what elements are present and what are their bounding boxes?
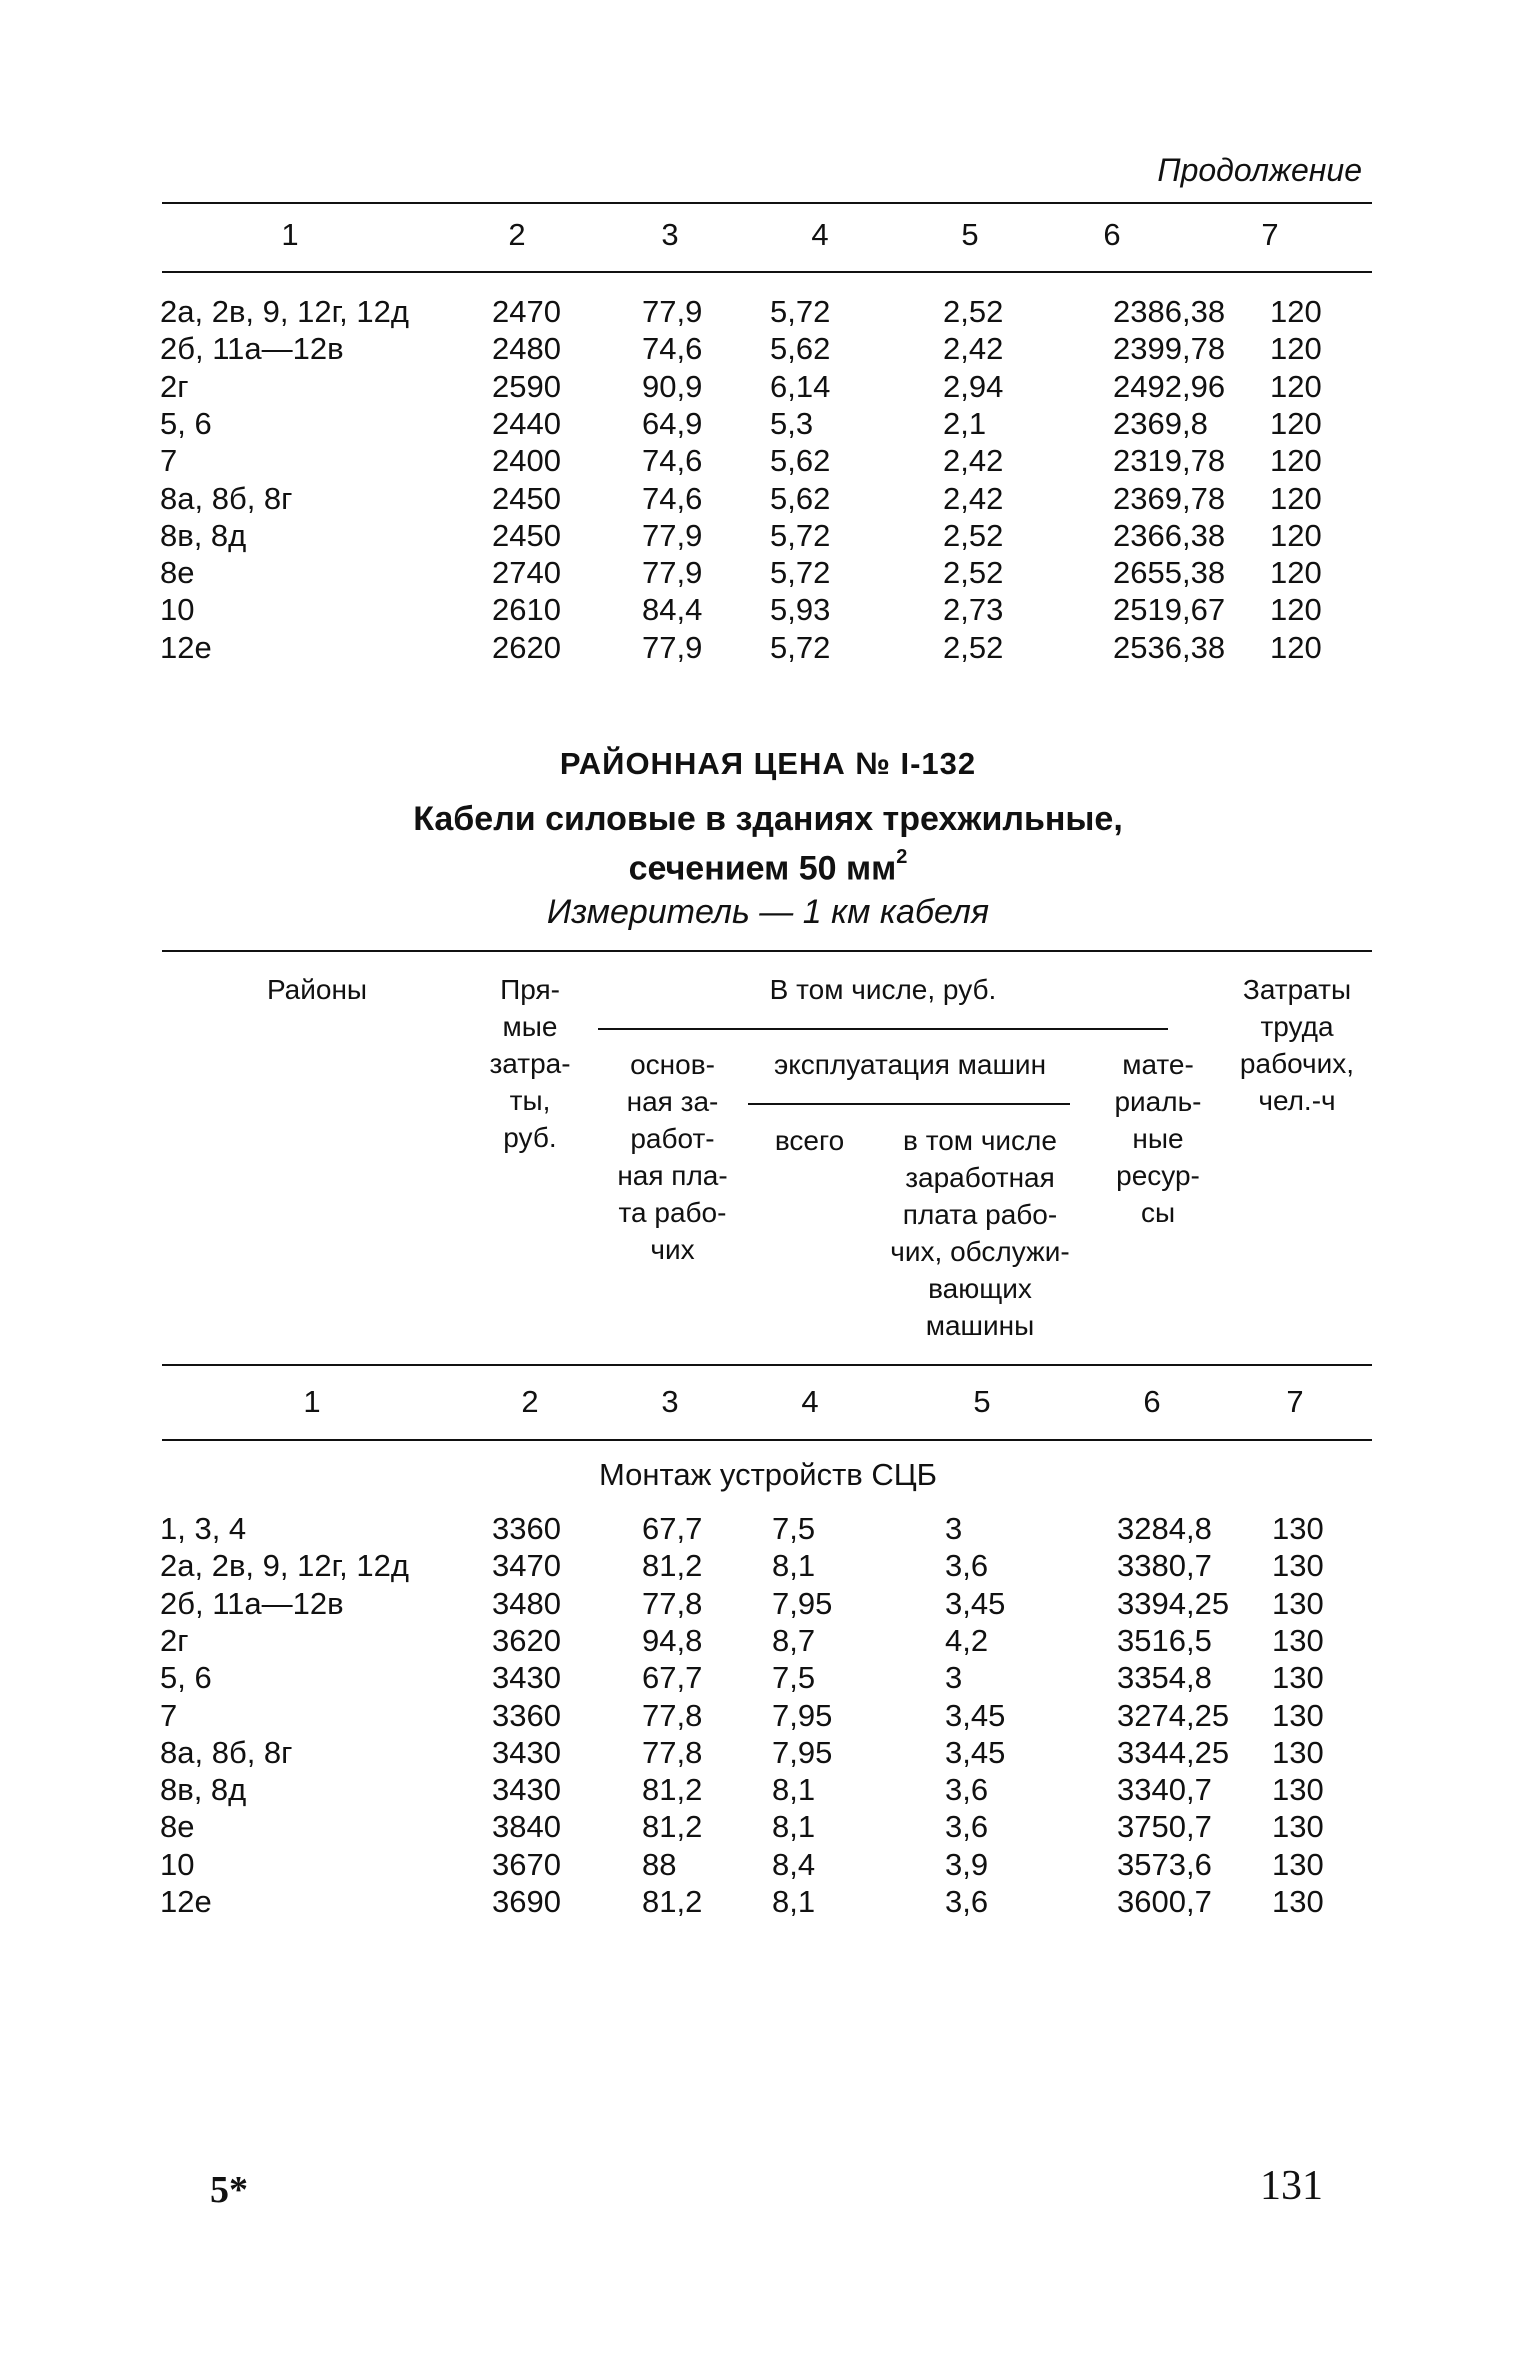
table-row [0, 1735, 1536, 1772]
row-cell: 2440 [492, 405, 561, 441]
row-cell: 7,95 [772, 1697, 833, 1733]
table-2-top-rule [162, 950, 1372, 952]
table-row [0, 518, 1536, 555]
row-cell: 130 [1272, 1697, 1324, 1733]
row-cell: 120 [1270, 517, 1322, 553]
row-region: 1, 3, 4 [160, 1511, 247, 1546]
header-line: чих [650, 1234, 695, 1265]
row-cell: 3,6 [945, 1884, 989, 1919]
row-cell: 3430 [492, 1660, 561, 1696]
col-number: 7 [1261, 217, 1279, 252]
header-line: машины [925, 1310, 1035, 1341]
row-cell: 120 [1270, 555, 1322, 591]
row-cell: 130 [1272, 1809, 1324, 1845]
row-cell: 77,8 [642, 1697, 703, 1733]
header-line: ты, [509, 1085, 551, 1116]
row-cell: 3,6 [945, 1809, 989, 1845]
row-cell: 2366,38 [1113, 517, 1226, 553]
header-including-rule [598, 1028, 1168, 1030]
row-cell: 67,7 [642, 1660, 703, 1696]
row-region: 2г [160, 368, 189, 404]
row-cell: 2,94 [943, 368, 1004, 404]
col-number: 5 [961, 217, 979, 252]
header-line: ная пла- [617, 1160, 728, 1191]
header-line: вающих [928, 1273, 1032, 1304]
row-cell: 81,2 [642, 1884, 703, 1919]
table-row [0, 630, 1536, 667]
row-cell: 2,42 [943, 480, 1004, 516]
row-cell: 2,52 [943, 517, 1004, 553]
row-region: 8е [160, 1809, 195, 1845]
row-cell: 90,9 [642, 368, 703, 404]
row-cell: 130 [1272, 1734, 1324, 1770]
row-cell: 3,6 [945, 1548, 989, 1584]
row-cell: 130 [1272, 1884, 1324, 1919]
col-number: 6 [1103, 217, 1121, 252]
col-number: 2 [521, 1384, 539, 1419]
table-row [0, 443, 1536, 480]
row-cell: 3573,6 [1117, 1846, 1212, 1882]
row-cell: 2450 [492, 480, 561, 516]
row-cell: 2399,78 [1113, 331, 1226, 367]
measurement-unit: Измеритель — 1 км кабеля [546, 893, 990, 931]
table-row [0, 1511, 1536, 1548]
row-cell: 3,6 [945, 1772, 989, 1808]
row-region: 8е [160, 555, 195, 591]
header-line: ные [1132, 1123, 1184, 1154]
row-cell: 8,1 [772, 1809, 816, 1845]
header-line: та рабо- [618, 1197, 727, 1228]
table-row [0, 592, 1536, 629]
row-cell: 130 [1272, 1585, 1324, 1621]
row-cell: 5,72 [770, 629, 831, 665]
row-cell: 2369,78 [1113, 480, 1226, 516]
col-number: 1 [281, 217, 299, 252]
row-cell: 3620 [492, 1622, 561, 1658]
col-number: 6 [1143, 1384, 1161, 1419]
row-cell: 5,62 [770, 443, 831, 479]
row-cell: 2,52 [943, 629, 1004, 665]
row-region: 7 [160, 443, 178, 479]
table-row [0, 1772, 1536, 1809]
row-region: 5, 6 [160, 405, 212, 441]
header-line: Затраты [1242, 974, 1352, 1005]
table-row [0, 406, 1536, 443]
heading-line-2-text: сечением 50 мм [628, 849, 897, 888]
table-row [0, 1548, 1536, 1585]
row-cell: 2590 [492, 368, 561, 404]
row-region: 2б, 11а—12в [160, 1585, 344, 1621]
col-number: 4 [811, 217, 829, 252]
table-row [0, 1884, 1536, 1921]
row-cell: 2,1 [943, 405, 987, 441]
row-cell: 5,62 [770, 480, 831, 516]
row-cell: 3,45 [945, 1697, 1006, 1733]
row-cell: 2740 [492, 555, 561, 591]
header-materials [1098, 1046, 1218, 1231]
header-total: всего [774, 1125, 845, 1156]
table-row [0, 1660, 1536, 1697]
row-cell: 2620 [492, 629, 561, 665]
row-region: 10 [160, 592, 195, 628]
row-cell: 3430 [492, 1734, 561, 1770]
row-cell: 130 [1272, 1772, 1324, 1808]
row-cell: 8,1 [772, 1772, 816, 1808]
row-cell: 3354,8 [1117, 1660, 1212, 1696]
col-number: 7 [1286, 1384, 1304, 1419]
row-cell: 4,2 [945, 1622, 989, 1658]
row-cell: 3470 [492, 1548, 561, 1584]
table-row [0, 555, 1536, 592]
table-row [0, 331, 1536, 368]
header-line: плата рабо- [902, 1199, 1058, 1230]
row-cell: 120 [1270, 443, 1322, 479]
header-direct-costs [470, 971, 590, 1156]
row-cell: 5,62 [770, 331, 831, 367]
row-cell: 64,9 [642, 405, 703, 441]
row-cell: 2386,38 [1113, 294, 1226, 329]
row-cell: 5,72 [770, 517, 831, 553]
row-cell: 2480 [492, 331, 561, 367]
row-cell: 8,1 [772, 1548, 816, 1584]
table-row [0, 294, 1536, 331]
heading-superscript: 2 [896, 846, 908, 868]
row-region: 8а, 8б, 8г [160, 480, 293, 516]
row-cell: 3 [945, 1511, 963, 1546]
col-number: 2 [508, 217, 526, 252]
row-cell: 3,9 [945, 1846, 989, 1882]
header-line: мате- [1122, 1049, 1194, 1080]
row-cell: 2,42 [943, 443, 1004, 479]
row-cell: 3394,25 [1117, 1585, 1230, 1621]
row-cell: 5,93 [770, 592, 831, 628]
row-cell: 7,95 [772, 1585, 833, 1621]
row-cell: 77,9 [642, 555, 703, 591]
continuation-label: Продолжение [1157, 152, 1362, 188]
table-row [0, 1698, 1536, 1735]
row-cell: 2610 [492, 592, 561, 628]
header-line: труда [1260, 1011, 1334, 1042]
section-label: Монтаж устройств СЦБ [598, 1457, 938, 1492]
row-cell: 3,45 [945, 1585, 1006, 1621]
row-cell: 7,5 [772, 1660, 816, 1696]
row-cell: 77,8 [642, 1734, 703, 1770]
row-cell: 2319,78 [1113, 443, 1226, 479]
row-cell: 3344,25 [1117, 1734, 1230, 1770]
row-cell: 3340,7 [1117, 1772, 1212, 1808]
row-cell: 81,2 [642, 1772, 703, 1808]
heading-line-2 [0, 840, 1536, 889]
row-cell: 2400 [492, 443, 561, 479]
header-line: чел.-ч [1258, 1085, 1336, 1116]
row-cell: 3690 [492, 1884, 561, 1919]
row-cell: 120 [1270, 405, 1322, 441]
row-cell: 2,52 [943, 294, 1004, 329]
section-heading [0, 798, 1536, 889]
col-number: 1 [303, 1384, 321, 1419]
row-cell: 2470 [492, 294, 561, 329]
row-region: 5, 6 [160, 1660, 212, 1696]
row-cell: 74,6 [642, 480, 703, 516]
row-region: 10 [160, 1846, 195, 1882]
header-labor-cost [1212, 971, 1382, 1119]
table-row [0, 1809, 1536, 1846]
table-2-col-numbers-rule [162, 1439, 1372, 1441]
row-cell: 7,5 [772, 1511, 816, 1546]
table-row [0, 369, 1536, 406]
row-region: 7 [160, 1697, 178, 1733]
row-region: 12е [160, 1884, 212, 1919]
row-cell: 74,6 [642, 443, 703, 479]
row-cell: 74,6 [642, 331, 703, 367]
row-cell: 2655,38 [1113, 555, 1226, 591]
row-cell: 3360 [492, 1511, 561, 1546]
header-line: риаль- [1114, 1086, 1202, 1117]
row-cell: 3480 [492, 1585, 561, 1621]
row-cell: 77,9 [642, 629, 703, 665]
row-cell: 94,8 [642, 1622, 703, 1658]
row-cell: 120 [1270, 592, 1322, 628]
signature-mark: 5* [210, 2169, 248, 2211]
row-region: 2г [160, 1622, 189, 1658]
row-cell: 3284,8 [1117, 1511, 1212, 1546]
header-line: работ- [630, 1123, 715, 1154]
header-line: сы [1140, 1197, 1176, 1228]
row-region: 2а, 2в, 9, 12г, 12д [160, 294, 409, 329]
row-cell: 2,42 [943, 331, 1004, 367]
row-cell: 2536,38 [1113, 629, 1226, 665]
row-cell: 2519,67 [1113, 592, 1226, 628]
row-cell: 2,73 [943, 592, 1004, 628]
header-line: мые [502, 1011, 558, 1042]
row-cell: 3516,5 [1117, 1622, 1212, 1658]
row-cell: 3430 [492, 1772, 561, 1808]
row-cell: 130 [1272, 1660, 1324, 1696]
row-cell: 81,2 [642, 1548, 703, 1584]
header-line: чих, обслужи- [890, 1236, 1070, 1267]
row-cell: 5,72 [770, 294, 831, 329]
row-cell: 120 [1270, 368, 1322, 404]
row-cell: 77,8 [642, 1585, 703, 1621]
col-number: 4 [801, 1384, 819, 1419]
row-cell: 120 [1270, 331, 1322, 367]
table-row [0, 1586, 1536, 1623]
table-row [0, 481, 1536, 518]
row-cell: 84,4 [642, 592, 703, 628]
header-line: Пря- [500, 974, 560, 1005]
row-cell: 7,95 [772, 1734, 833, 1770]
page-number: 131 [1260, 2163, 1323, 2209]
header-line: руб. [503, 1122, 557, 1153]
header-line: рабочих, [1239, 1048, 1355, 1079]
row-region: 8в, 8д [160, 1772, 247, 1808]
price-title: РАЙОННАЯ ЦЕНА № I-132 [559, 746, 977, 781]
row-cell: 3380,7 [1117, 1548, 1212, 1584]
row-cell: 8,4 [772, 1846, 816, 1882]
row-cell: 3670 [492, 1846, 561, 1882]
row-cell: 2369,8 [1113, 405, 1208, 441]
row-cell: 2450 [492, 517, 561, 553]
row-cell: 88 [642, 1846, 677, 1882]
header-machine-rule [748, 1103, 1070, 1105]
row-cell: 3,45 [945, 1734, 1006, 1770]
header-line: затра- [489, 1048, 571, 1079]
col-number: 3 [661, 1384, 679, 1419]
row-cell: 2492,96 [1113, 368, 1226, 404]
row-cell: 130 [1272, 1511, 1324, 1546]
row-cell: 3 [945, 1660, 963, 1696]
row-cell: 8,7 [772, 1622, 816, 1658]
row-cell: 5,3 [770, 405, 814, 441]
header-including: В том числе, руб. [769, 974, 997, 1005]
row-region: 2а, 2в, 9, 12г, 12д [160, 1548, 409, 1584]
table-row [0, 1623, 1536, 1660]
row-cell: 130 [1272, 1548, 1324, 1584]
header-line: ная за- [626, 1086, 719, 1117]
heading-line-1: Кабели силовые в зданиях трехжильные, [413, 800, 1123, 838]
row-cell: 2,52 [943, 555, 1004, 591]
col-number: 3 [661, 217, 679, 252]
table-1-top-rule [162, 202, 1372, 204]
row-cell: 77,9 [642, 294, 703, 329]
header-line: в том числе [903, 1125, 1057, 1156]
header-base-wage [605, 1046, 740, 1268]
row-cell: 120 [1270, 294, 1322, 329]
header-machine-operation: эксплуатация машин [773, 1049, 1047, 1080]
header-machine-wage [870, 1122, 1090, 1344]
col-number: 5 [973, 1384, 991, 1419]
row-region: 12е [160, 629, 212, 665]
header-line: ресур- [1116, 1160, 1200, 1191]
row-region: 8а, 8б, 8г [160, 1734, 293, 1770]
row-cell: 3360 [492, 1697, 561, 1733]
row-cell: 3840 [492, 1809, 561, 1845]
row-cell: 120 [1270, 480, 1322, 516]
row-cell: 120 [1270, 629, 1322, 665]
row-cell: 130 [1272, 1622, 1324, 1658]
table-row [0, 1847, 1536, 1884]
row-cell: 5,72 [770, 555, 831, 591]
header-regions: Районы [266, 974, 368, 1005]
row-cell: 3600,7 [1117, 1884, 1212, 1919]
row-cell: 8,1 [772, 1884, 816, 1919]
table-1-header-rule [162, 271, 1372, 273]
row-region: 8в, 8д [160, 517, 247, 553]
row-cell: 6,14 [770, 368, 831, 404]
row-cell: 67,7 [642, 1511, 703, 1546]
header-line: заработная [905, 1162, 1055, 1193]
row-cell: 130 [1272, 1846, 1324, 1882]
row-cell: 3274,25 [1117, 1697, 1230, 1733]
table-2-header-bottom-rule [162, 1364, 1372, 1366]
row-cell: 77,9 [642, 517, 703, 553]
row-cell: 3750,7 [1117, 1809, 1212, 1845]
header-line: основ- [630, 1049, 715, 1080]
row-region: 2б, 11а—12в [160, 331, 344, 367]
row-cell: 81,2 [642, 1809, 703, 1845]
